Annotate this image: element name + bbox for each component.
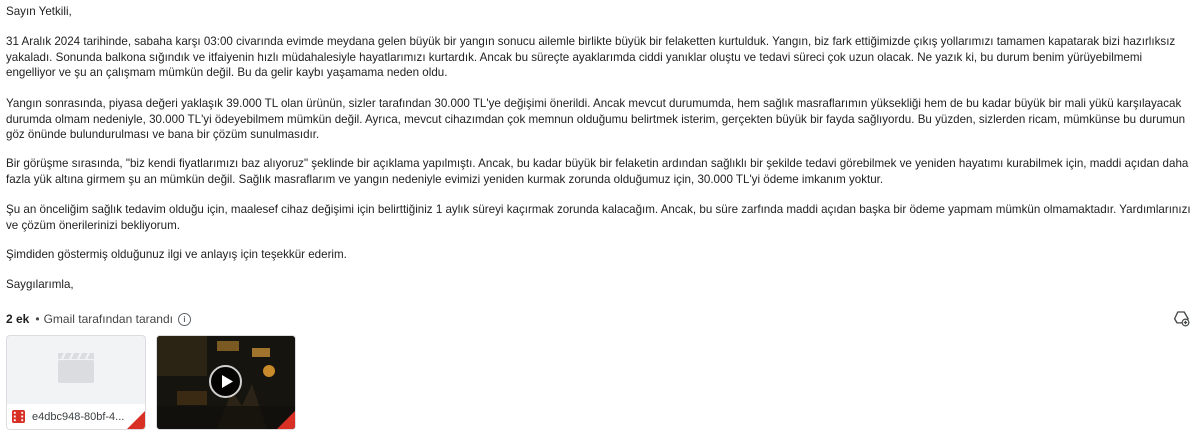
paragraph-4: Şu an önceliğim sağlık tedavim olduğu için, maalesef cihaz değişimi için belirttiğiniz 1 aylık süreyi kaçırmak zorunda kalacağım. Ancak, bu süre zarfında maddi açıdan başka bir ödeme yapmam mümkün olmamaktadır. Yardımlarınızı ve çözüm önerilerinizi bekliyorum. <box>6 203 1191 232</box>
attachment-thumbnail <box>7 336 145 402</box>
paragraph-1: 31 Aralık 2024 tarihinde, sabaha karşı 03:00 civarında evimde meydana gelen büyük bir yangın sonucu ailemle birlikte büyük bir felaketten kurtulduk. Yangın, biz fark ettiğimizde çıkış yollarımızı tamamen kapatarak bizi hazırlıksız yakaladı. Sonunda balkona sığındık ve itfaiyenin hızlı müdahalesiyle hayatlarımızı kurtardık. Ancak bu süreçte ayaklarımda ciddi yanıklar oluştu ve tedavi süreci çok uzun olacak. Ne yazık ki, bu durum benim yürüyebilmemi engelliyor ve şu an çalışmam mümkün değil. Bu da gelir kaybı yaşamama neden oldu. <box>6 35 1176 79</box>
add-to-drive-icon[interactable] <box>1172 309 1190 327</box>
separator-dot: • <box>35 312 40 326</box>
film-icon <box>12 410 25 423</box>
closing: Saygılarımla, <box>6 278 74 291</box>
scan-label: Gmail tarafından tarandı <box>43 312 173 326</box>
paragraph-2: Yangın sonrasında, piyasa değeri yaklaşık 39.000 TL olan ürünün, sizler tarafından 30.000 TL'ye değişimi önerildi. Ancak mevcut durumumda, hem sağlık masraflarımın yüksekliği hem de bu kadar büyük bir mali yükü karşılayacak durumda olmam nedeniyle, 30.000 TL'yi ödeyebilmem mümkün değil. Ayrıca, mevcut cihazımdan çok memnun olduğumu belirtmek isterim, gerçekten büyük bir fayda sağlıyordu. Bu yüzden, sizlerden ricam, mümkünse bu durumun göz önünde bulundurulması ve bana bir çözüm sunulmasıdır. <box>6 97 1186 141</box>
attachment-tile-video[interactable] <box>156 335 296 430</box>
attachments-header <box>6 311 191 327</box>
attachment-count: 2 ek <box>6 312 30 326</box>
file-type-corner <box>127 411 145 429</box>
play-icon[interactable] <box>209 365 242 398</box>
greeting: Sayın Yetkili, <box>6 5 72 18</box>
file-type-corner <box>277 411 295 429</box>
attachment-footer <box>7 404 145 429</box>
paragraph-5: Şimdiden göstermiş olduğunuz ilgi ve anlayış için teşekkür ederim. <box>6 248 347 261</box>
paragraph-3: Bir görüşme sırasında, "biz kendi fiyatlarımızı baz alıyoruz" şeklinde bir açıklama yapılmıştı. Ancak, bu kadar büyük bir felaketin ardından sağlıklı bir şekilde tedavi görebilmek ve yeniden hayatımı kurabilmek için, maddi açıdan daha fazla yük altına girmem şu an mümkün değil. Sağlık masraflarım ve yangın nedeniyle evimizi yeniden kurmak zorunda olduğumuz için, 30.000 TL'yi ödeme imkanım yoktur. <box>6 157 1189 186</box>
info-icon[interactable]: i <box>178 313 191 326</box>
video-placeholder-icon <box>57 352 95 384</box>
attachment-filename: e4dbc948-80bf-4... <box>32 410 125 423</box>
attachment-tile-file[interactable] <box>6 335 146 430</box>
